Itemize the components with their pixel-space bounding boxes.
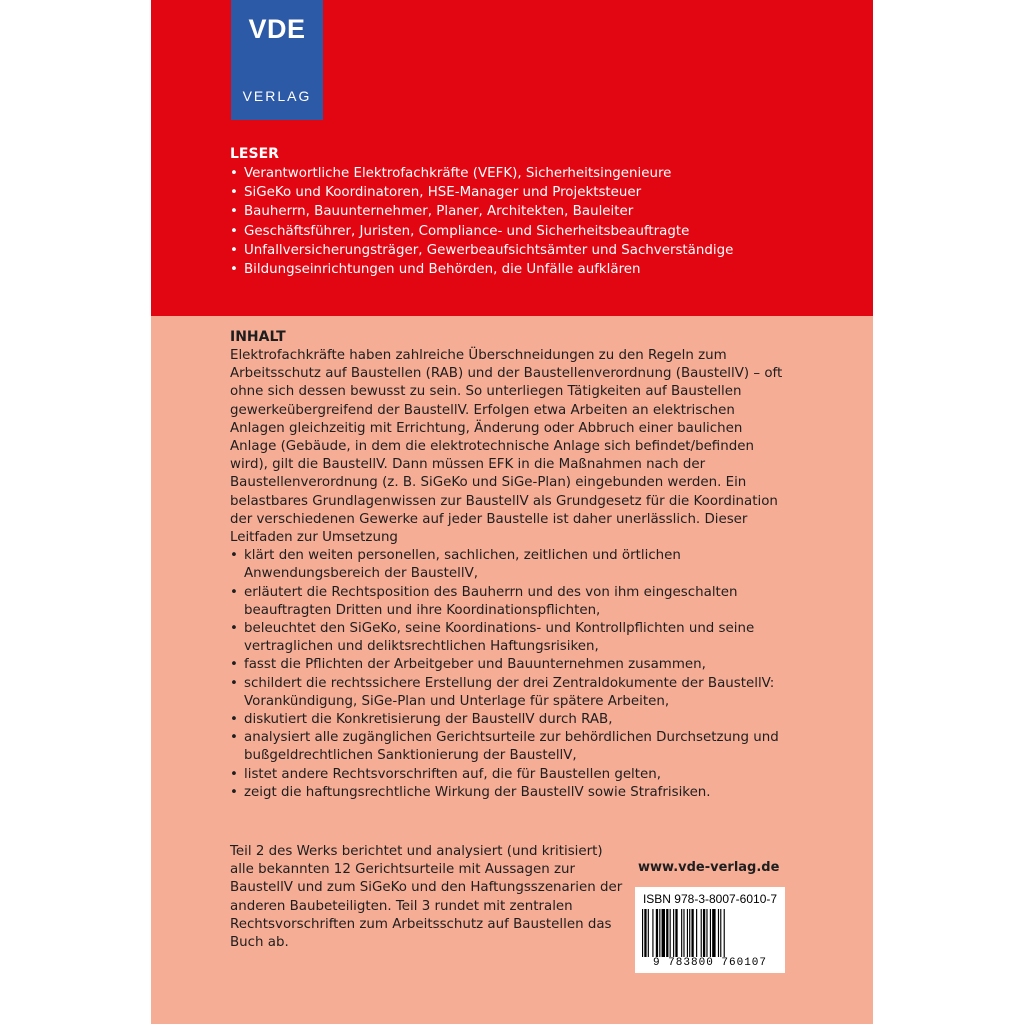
readers-title: LESER bbox=[230, 146, 279, 162]
book-back-cover bbox=[151, 0, 873, 1024]
content-item: • fasst die Pflichten der Arbeitgeber und Bauunternehmen zusammen, bbox=[230, 656, 790, 674]
barcode-bar bbox=[670, 909, 671, 957]
content-item: • beleuchtet den SiGeKo, seine Koordinations- und Kontrollpflichten und seine vertraglichen und deliktsrechtlichen Haftungsrisiken, bbox=[230, 620, 790, 656]
readers-panel bbox=[151, 0, 873, 316]
barcode-bar bbox=[689, 909, 690, 957]
readers-item: • Geschäftsführer, Juristen, Compliance- und Sicherheitsbeauftragte bbox=[230, 222, 850, 241]
readers-item: • Verantwortliche Elektrofachkräfte (VEFK), Sicherheitsingenieure bbox=[230, 164, 850, 183]
barcode-bar bbox=[642, 909, 643, 957]
barcode-box bbox=[635, 887, 785, 973]
isbn-label: ISBN 978-3-8007-6010-7 bbox=[642, 892, 778, 906]
outro-paragraph: Teil 2 des Werks berichtet und analysiert (und kritisiert) alle bekannten 12 Gerichtsurteile mit Aussagen zur BaustellV und zum SiGeKo und den Haftungsszenarien der anderen Baubeteiligten. Teil 3 rundet mit zentralen Rechtsvorschriften zum Arbeitsschutz auf Baustellen das Buch ab. bbox=[230, 844, 623, 951]
logo-brand: VDE bbox=[248, 14, 306, 44]
barcode-bar bbox=[701, 909, 702, 957]
content-item: • analysiert alle zugänglichen Gerichtsurteile zur behördlichen Durchsetzung und bußgeldrechtlichen Sanktionierung der BaustellV, bbox=[230, 729, 790, 765]
barcode-bar bbox=[687, 909, 688, 957]
barcode-bar bbox=[659, 909, 660, 957]
barcode-bar bbox=[675, 909, 677, 957]
barcode-bar bbox=[683, 909, 684, 957]
readers-item: • Unfallversicherungsträger, Gewerbeaufsichtsämter und Sachverständige bbox=[230, 241, 850, 260]
readers-item: • Bauherrn, Bauunternehmer, Planer, Architekten, Bauleiter bbox=[230, 202, 850, 221]
barcode-bar bbox=[696, 909, 697, 957]
content-item: • zeigt die haftungsrechtliche Wirkung der BaustellV sowie Strafrisiken. bbox=[230, 784, 790, 802]
barcode-bar bbox=[681, 909, 682, 957]
barcode-bar bbox=[703, 909, 705, 957]
barcode-bar bbox=[666, 909, 668, 957]
barcode-bar bbox=[720, 909, 721, 957]
barcode-bar bbox=[662, 909, 665, 957]
barcode-bar bbox=[673, 909, 674, 957]
barcode-bar bbox=[718, 909, 719, 957]
vde-logo bbox=[231, 0, 323, 120]
content-item: • klärt den weiten personellen, sachlichen, zeitlichen und örtlichen Anwendungsbereich der BaustellV, bbox=[230, 547, 790, 583]
barcode-icon bbox=[642, 909, 778, 957]
barcode-bar bbox=[724, 909, 725, 957]
ean-number: 9 783800 760107 bbox=[652, 957, 768, 969]
barcode-bar bbox=[656, 909, 658, 957]
barcode-bar bbox=[648, 909, 649, 957]
content-item: • erläutert die Rechtsposition des Bauherrn und des von ihm eingeschalten beauftragten Dritten und ihre Koordinationspflichten, bbox=[230, 584, 790, 620]
readers-item: • SiGeKo und Koordinatoren, HSE-Manager und Projektsteuer bbox=[230, 183, 850, 202]
readers-section bbox=[230, 145, 850, 279]
content-list bbox=[230, 547, 790, 802]
barcode-bar bbox=[644, 909, 646, 957]
readers-list bbox=[230, 164, 850, 279]
barcode-bar bbox=[652, 909, 653, 957]
content-item: • listet andere Rechtsvorschriften auf, die für Baustellen gelten, bbox=[230, 766, 790, 784]
content-item: • schildert die rechtssichere Erstellung der drei Zentraldokumente der BaustellV: Vorankündigung, SiGe-Plan und Unterlage für spätere Arbeiten, bbox=[230, 675, 790, 711]
barcode-bar bbox=[712, 909, 715, 957]
content-intro: Elektrofachkräfte haben zahlreiche Überschneidungen zu den Regeln zum Arbeitsschutz auf Baustellen (RAB) und der Baustellenverordnung (BaustellV) – oft ohne sich dessen bewusst zu sein. So unterliegen Tätigkeiten auf Baustellen gewerkeübergreifend der BaustellV. Erfolgen etwa Arbeiten an elektrischen Anlagen gleichzeitig mit Errichtung, Änderung oder Abbruch einer baulichen Anlage (Gebäude, in dem die elektrotechnische Anlage sich befindet/befinden wird), gilt die BaustellV. Dann müssen EFK in die Maßnahmen nach der Baustellenverordnung (z. B. SiGeKo und SiGe-Plan) eingebunden werden. Ein belastbares Grundlagenwissen zur BaustellV als Grundgesetz für die Koordination der verschiedenen Gewerke auf jeder Baustelle ist daher unerlässlich. Dieser Leitfaden zur Umsetzung bbox=[230, 348, 783, 546]
barcode-bar bbox=[706, 909, 707, 957]
content-title: INHALT bbox=[230, 329, 286, 345]
logo-subtitle: VERLAG bbox=[242, 88, 312, 104]
readers-item: • Bildungseinrichtungen und Behörden, die Unfälle aufklären bbox=[230, 260, 850, 279]
barcode-bar bbox=[691, 909, 693, 957]
content-item: • diskutiert die Konkretisierung der BaustellV durch RAB, bbox=[230, 711, 790, 729]
content-section bbox=[230, 328, 790, 802]
publisher-url[interactable]: www.vde-verlag.de bbox=[638, 860, 780, 875]
barcode-bar bbox=[710, 909, 711, 957]
